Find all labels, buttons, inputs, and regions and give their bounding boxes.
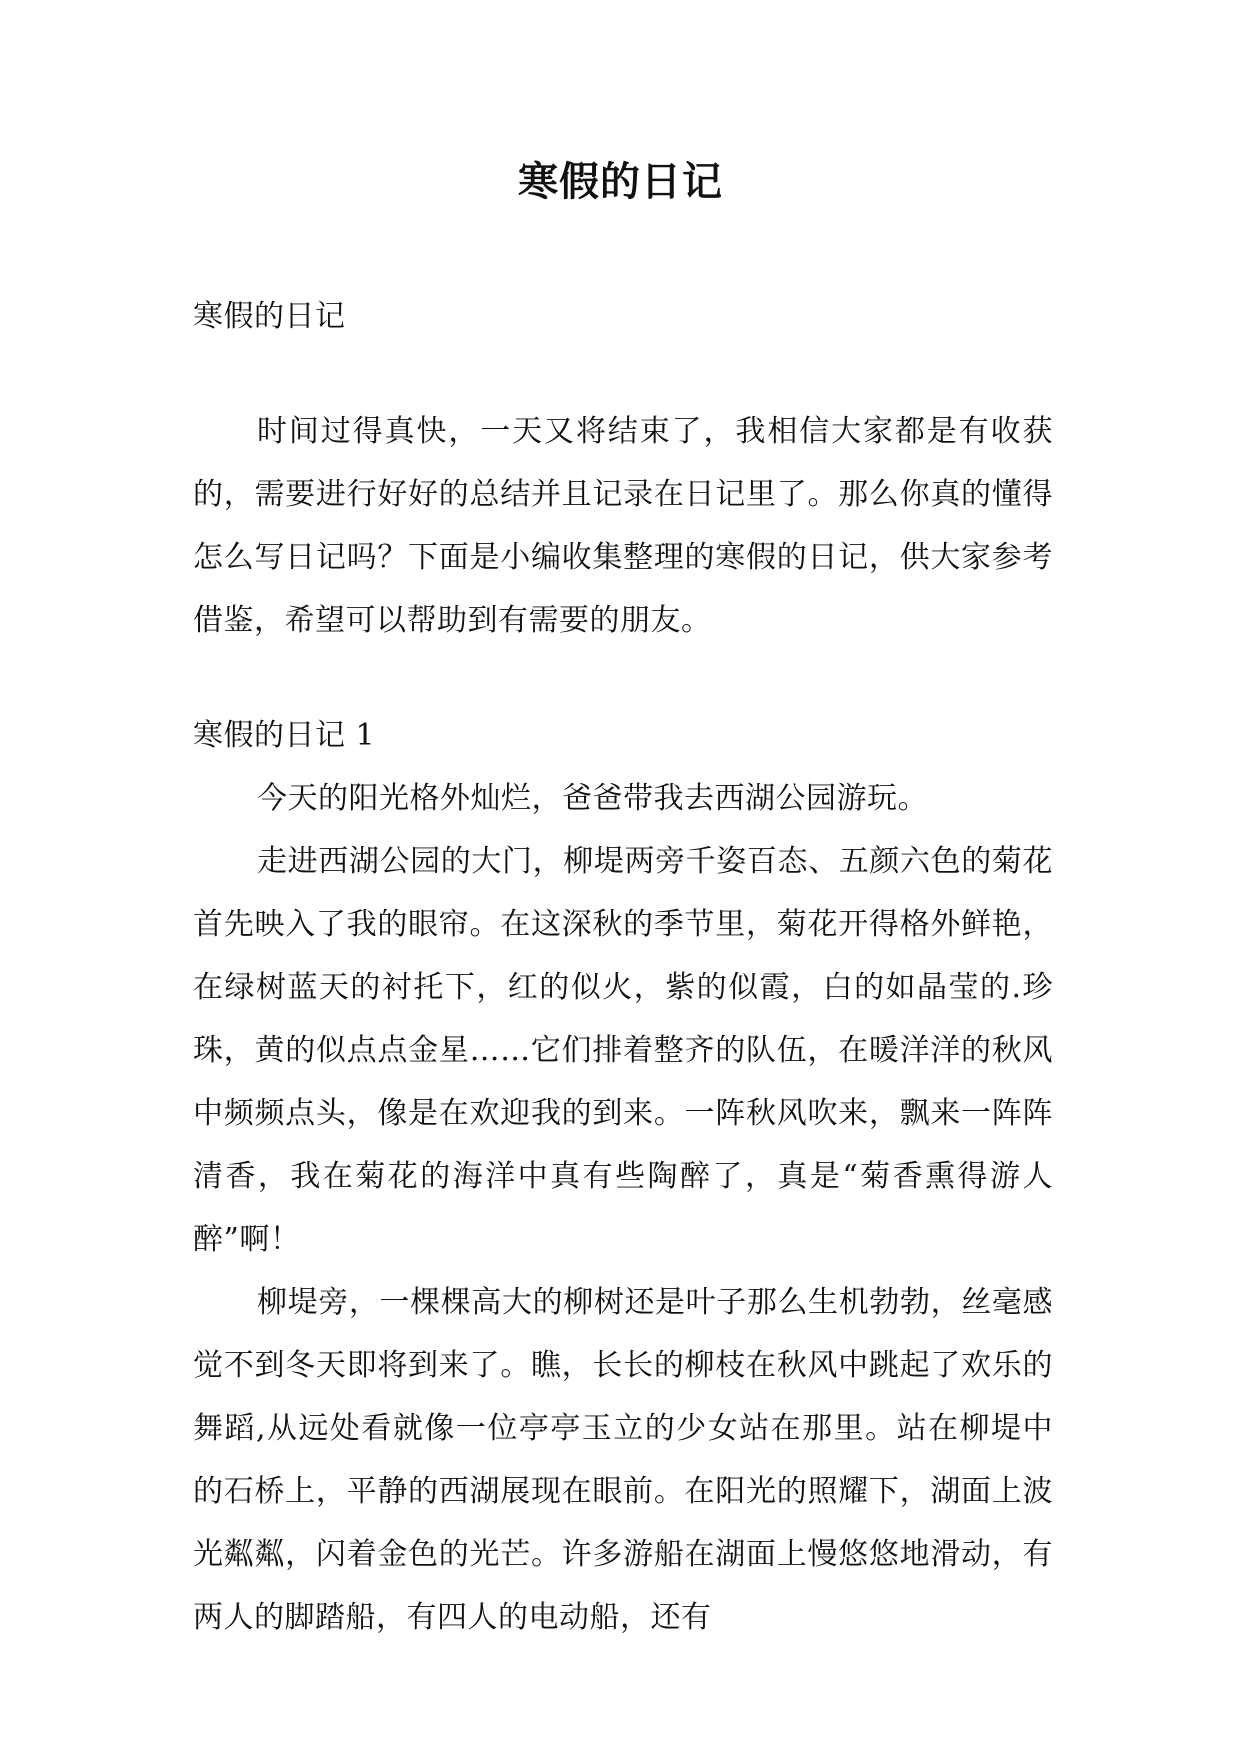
section-heading: 寒假的日记 1 [193,718,376,753]
spacer [193,348,1053,400]
intro-paragraph: 时间过得真快，一天又将结束了，我相信大家都是有收获的，需要进行好好的总结并且记录在日记里了。那么你真的懂得怎么写日记吗？下面是小编收集整理的寒假的日记，供大家参考借鉴，希望可以帮助到有需要的朋友。 [193,414,1053,638]
document-subtitle: 寒假的日记 [193,299,346,334]
body-paragraph: 走进西湖公园的大门，柳堤两旁千姿百态、五颜六色的菊花首先映入了我的眼帘。在这深秋的季节里，菊花开得格外鲜艳，在绿树蓝天的衬托下，红的似火，紫的似霞，白的如晶莹的.珍珠，黄的似点点金星……它们排着整齐的队伍，在暖洋洋的秋风中频频点头，像是在欢迎我的到来。一阵秋风吹来，飘来一阵阵清香，我在菊花的海洋中真有些陶醉了，真是“菊香熏得游人醉”啊！ [193,844,1053,1257]
body-paragraph: 今天的阳光格外灿烂，爸爸带我去西湖公园游玩。 [257,781,928,816]
document-body [193,285,1053,1649]
body-paragraph: 柳堤旁，一棵棵高大的柳树还是叶子那么生机勃勃，丝毫感觉不到冬天即将到来了。瞧，长长的柳枝在秋风中跳起了欢乐的舞蹈,从远处看就像一位亭亭玉立的少女站在那里。站在柳堤中的石桥上，平静的西湖展现在眼前。在阳光的照耀下，湖面上波光粼粼，闪着金色的光芒。许多游船在湖面上慢悠悠地滑动，有两人的脚踏船，有四人的电动船，还有 [193,1285,1053,1635]
spacer [193,652,1053,704]
document-title: 寒假的日记 [518,159,723,205]
